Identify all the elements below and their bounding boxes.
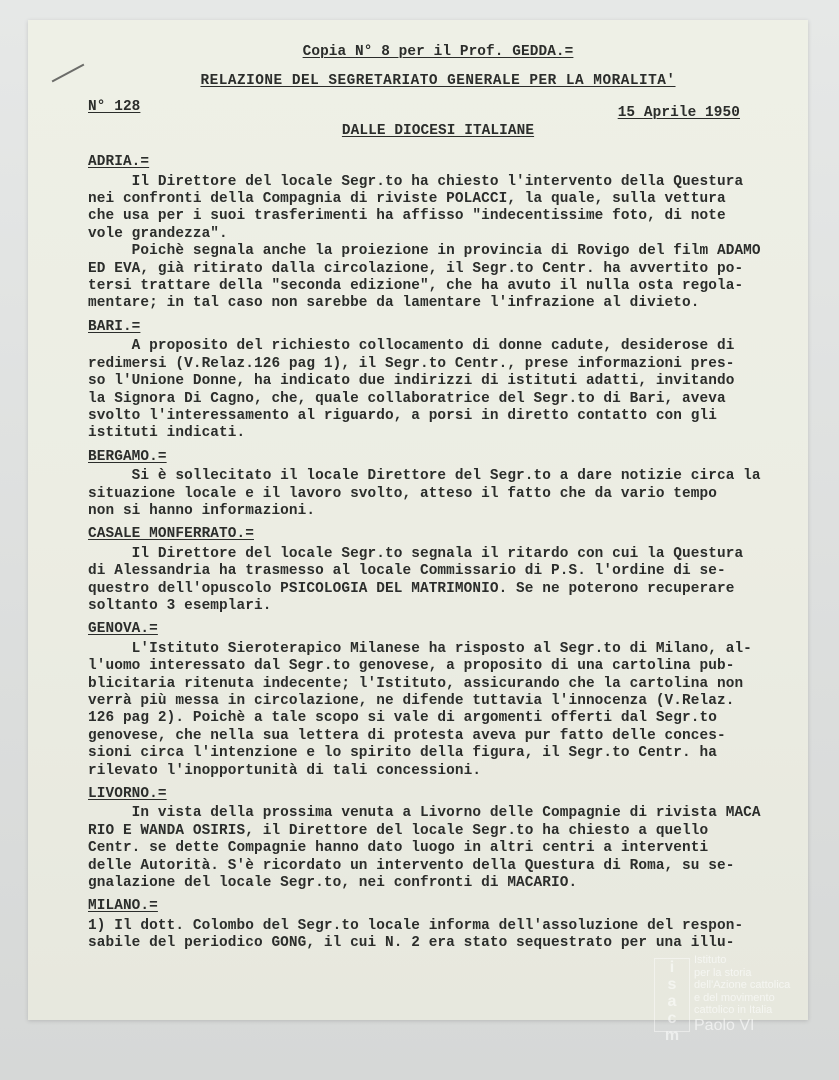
report-number: N° 128 — [88, 98, 141, 115]
text-line: vole grandezza". — [88, 225, 228, 242]
text-line: questro dell'opuscolo PSICOLOGIA DEL MATRIMONIO. Se ne poterono recuperare — [88, 580, 735, 597]
section-heading: GENOVA.= — [88, 621, 158, 638]
archive-name-line: per la storia — [694, 966, 752, 979]
section-block — [88, 892, 788, 952]
text-line: delle Autorità. S'è ricordato un intervento della Questura di Roma, su se- — [88, 857, 735, 874]
section-heading: BERGAMO.= — [88, 448, 167, 465]
section-heading: CASALE MONFERRATO.= — [88, 526, 254, 543]
text-line: che usa per i suoi trasferimenti ha affisso "indecentissime foto, di note — [88, 208, 726, 225]
section-heading: LIVORNO.= — [88, 786, 167, 803]
section-block — [88, 615, 788, 780]
archive-name-line: cattolico in Italia — [694, 1004, 773, 1016]
archive-name-line: e del movimento — [694, 991, 775, 1004]
text-line: gnalazione del locale Segr.to, nei confronti di MACARIO. — [88, 875, 578, 892]
text-line: la Signora Di Cagno, che, quale collaboratrice del Segr.to di Bari, aveva — [88, 390, 726, 407]
text-line: 126 pag 2). Poichè a tale scopo si vale di argomenti offerti dal Segr.to — [88, 710, 717, 727]
report-date: 15 Aprile 1950 — [617, 104, 740, 121]
text-line: l'uomo interessato dal Segr.to genovese, a proposito di una cartolina pub- — [88, 658, 735, 675]
section-heading: MILANO.= — [88, 898, 158, 915]
archive-name — [694, 954, 790, 1035]
pen-mark — [52, 64, 85, 83]
text-line: RIO E WANDA OSIRIS, il Direttore del locale Segr.to ha chiesto a quello — [88, 822, 709, 839]
text-line: blicitaria ritenuta indecente; l'Istituto, assicurando che la cartolina non — [88, 675, 744, 692]
text-line: Si è sollecitato il locale Direttore del Segr.to a dare notizie circa la — [88, 468, 761, 485]
text-line: mentare; in tal caso non sarebbe da lamentare l'infrazione al divieto. — [88, 295, 700, 312]
logo-letter: i — [669, 959, 675, 976]
text-line: Il Direttore del locale Segr.to ha chiesto l'intervento della Questura — [88, 173, 744, 190]
text-line: L'Istituto Sieroterapico Milanese ha risposto al Segr.to di Milano, al- — [88, 640, 752, 657]
archive-name-line: dell'Azione cattolica — [694, 979, 791, 991]
section-block — [88, 443, 788, 521]
sections — [88, 148, 788, 952]
report-title — [88, 73, 788, 90]
text-line: non si hanno informazioni. — [88, 502, 316, 519]
section-block — [88, 520, 788, 615]
section-heading: BARI.= — [88, 318, 141, 335]
text-line: nei confronti della Compagnia di riviste POLACCI, la quale, sulla vettura — [88, 191, 726, 208]
section-title-text: DALLE DIOCESI ITALIANE — [341, 122, 535, 139]
typed-text — [88, 44, 788, 953]
document-page — [28, 20, 808, 1044]
text-line: rilevato l'inopportunità di tali concessioni. — [88, 762, 482, 779]
archive-logo-icon — [654, 958, 690, 1044]
logo-letter: m — [664, 1027, 680, 1044]
logo-letter: s — [667, 976, 677, 993]
text-line: ED EVA, già ritirato dalla circolazione, il Segr.to Centr. ha avvertito po- — [88, 260, 744, 277]
section-block — [88, 780, 788, 892]
text-line: svolto l'interessamento al riguardo, a porsi in diretto contatto con gli — [88, 407, 717, 424]
text-line: istituti indicati. — [88, 425, 246, 442]
archive-name-line: Istituto — [694, 954, 727, 966]
meta-row — [88, 99, 788, 119]
text-line: A proposito del richiesto collocamento di donne cadute, desiderose di — [88, 338, 735, 355]
text-line: sabile del periodico GONG, il cui N. 2 era stato sequestrato per una illu- — [88, 935, 735, 952]
text-line: redimersi (V.Relaz.126 pag 1), il Segr.to Centr., prese informazioni pres- — [88, 355, 735, 372]
logo-letter: c — [667, 1010, 677, 1027]
section-block — [88, 313, 788, 443]
copy-recipient: Copia N° 8 per il Prof. GEDDA.= — [302, 44, 574, 60]
text-line: sioni circa l'intenzione e lo spirito della figura, il Segr.to Centr. ha — [88, 745, 717, 762]
text-line: Il Direttore del locale Segr.to segnala il ritardo con cui la Questura — [88, 545, 744, 562]
text-line: situazione locale e il lavoro svolto, atteso il fatto che da vario tempo — [88, 485, 717, 502]
text-line: di Alessandria ha trasmesso al locale Commissario di P.S. l'ordine di se- — [88, 563, 726, 580]
text-line: In vista della prossima venuta a Livorno delle Compagnie di rivista MACA — [88, 805, 761, 822]
section-heading: ADRIA.= — [88, 154, 150, 171]
text-line: genovese, che nella sua lettera di protesta aveva pur fatto delle conces- — [88, 727, 726, 744]
text-line: Poichè segnala anche la proiezione in provincia di Rovigo del film ADAMO — [88, 243, 761, 260]
section-title — [88, 123, 788, 140]
text-line: Centr. se dette Compagnie hanno dato luogo in altri centri a interventi — [88, 840, 709, 857]
text-line: tersi trattare della "seconda edizione", che ha avuto il nulla osta regola- — [88, 278, 744, 295]
text-line: so l'Unione Donne, ha indicato due indirizzi di istituti adatti, invitando — [88, 373, 735, 390]
section-block — [88, 148, 788, 313]
text-line: verrà più messa in circolazione, ne difende tuttavia l'innocenza (V.Relaz. — [88, 693, 735, 709]
text-line: 1) Il dott. Colombo del Segr.to locale informa dell'assoluzione del respon- — [88, 917, 744, 934]
text-line: soltanto 3 esemplari. — [88, 597, 272, 614]
archive-watermark — [654, 954, 834, 1044]
archive-name-line: Paolo VI — [694, 1016, 755, 1034]
report-title-text: RELAZIONE DEL SEGRETARIATO GENERALE PER LA MORALITA' — [200, 73, 676, 90]
copy-line — [88, 44, 788, 61]
logo-letter: a — [667, 993, 677, 1010]
